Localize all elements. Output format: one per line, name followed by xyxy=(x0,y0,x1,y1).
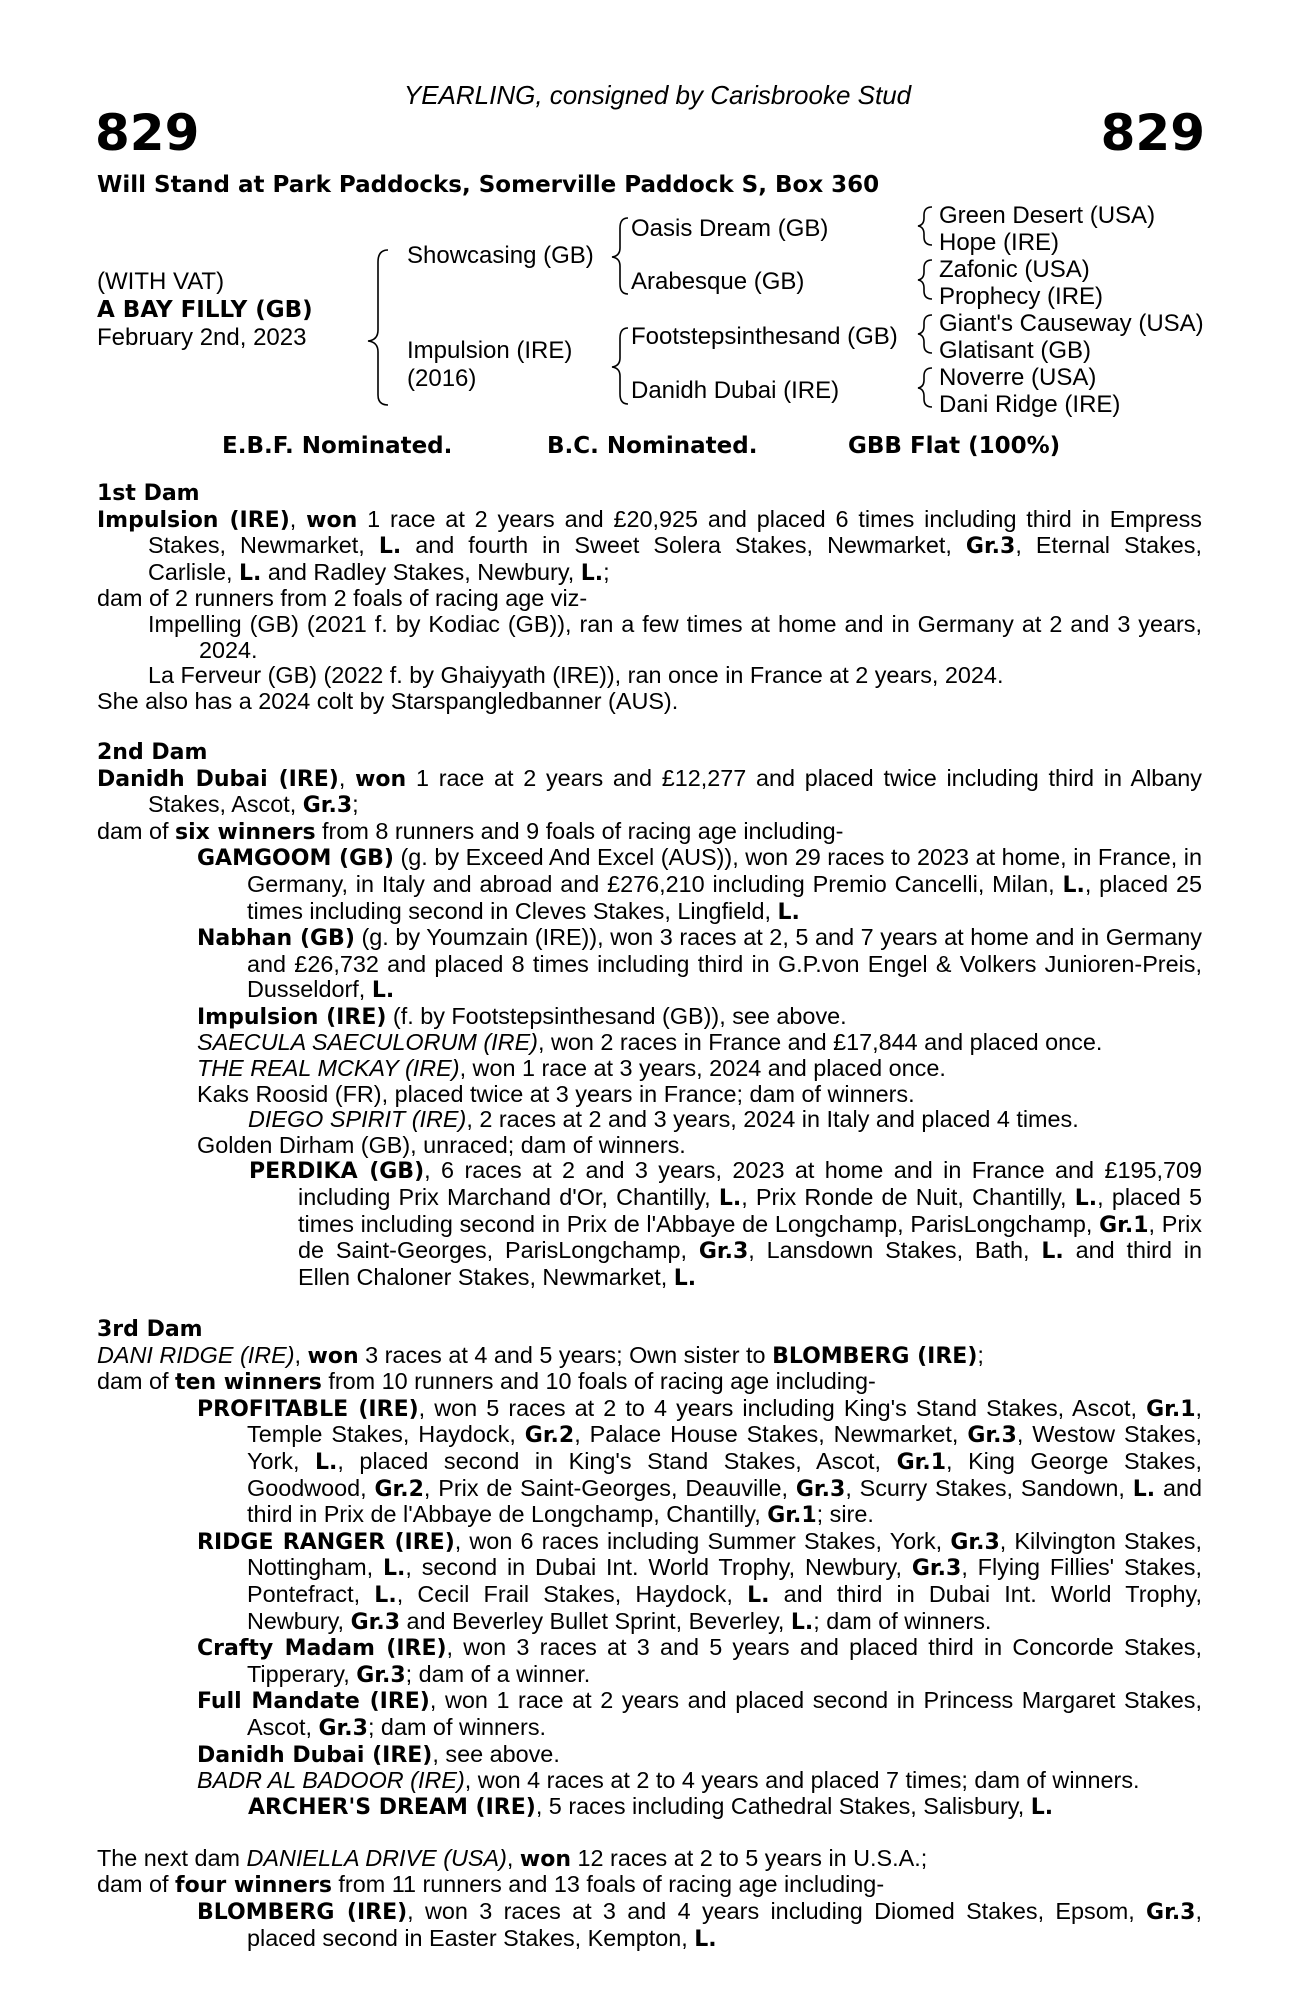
bold-text-run: L. xyxy=(374,1582,397,1608)
text-run: , won 3 races at 3 and 5 years and placed third in Concorde Stakes, Tipperary, xyxy=(247,1634,1203,1687)
bold-text-run: ARCHER'S DREAM (IRE) xyxy=(248,1794,536,1820)
text-run: , King George Stakes, Goodwood, xyxy=(247,1447,1202,1501)
bold-text-run: Crafty Madam (IRE) xyxy=(197,1636,447,1662)
third-dam-heading: 3rd Dam xyxy=(97,1317,203,1342)
bold-text-run: PROFITABLE (IRE) xyxy=(197,1396,419,1422)
sire-name: Showcasing (GB) xyxy=(407,242,594,269)
dam-name: Impulsion (IRE) xyxy=(407,337,573,364)
fourth-dam-record xyxy=(97,1846,1202,1873)
bold-text-run: L. xyxy=(1041,1239,1064,1265)
text-run: dam of xyxy=(97,1871,176,1898)
produce-entry xyxy=(97,612,1202,663)
text-run: ; dam of a winner. xyxy=(405,1660,591,1687)
text-run: , Eternal Stakes, Carlisle, xyxy=(148,532,1202,585)
text-run: ; xyxy=(603,558,610,585)
text-run: Impelling (GB) (2021 f. by Kodiac (GB)), ran a few times at home and in Germany at 2 and 3 years, 2024. xyxy=(148,610,1202,663)
bold-text-run: Gr.3 xyxy=(302,793,353,819)
bold-text-run: Gr.1 xyxy=(1146,1396,1196,1422)
text-run: ; dam of winners. xyxy=(813,1607,992,1634)
bold-text-run: Gr.2 xyxy=(524,1423,575,1449)
text-run: , placed second in Easter Stakes, Kempton, xyxy=(247,1898,1202,1951)
text-run: , placed 25 times including second in Cleves Stakes, Lingfield, xyxy=(247,870,1202,924)
italic-text-run: DANI RIDGE (IRE) xyxy=(97,1341,295,1368)
produce-entry xyxy=(97,1133,1202,1159)
text-run: and third in Prix de l'Abbaye de Longchamp, Chantilly, xyxy=(247,1474,1202,1528)
sire-dam-dam: Prophecy (IRE) xyxy=(939,283,1104,310)
bold-text-run: Gr.1 xyxy=(1099,1212,1149,1238)
text-run: , Palace House Stakes, Newmarket, xyxy=(574,1421,968,1448)
catalogue-body xyxy=(97,481,1202,1952)
italic-text-run: THE REAL MCKAY (IRE) xyxy=(197,1055,460,1082)
main-brace xyxy=(368,250,388,405)
produce-entry xyxy=(97,1056,1202,1082)
bold-text-run: L. xyxy=(315,1449,338,1475)
text-run: ; xyxy=(352,791,359,818)
third-dam-record xyxy=(97,1343,1202,1370)
text-run: from 10 runners and 10 foals of racing age including- xyxy=(321,1368,876,1395)
bold-text-run: won xyxy=(307,1343,359,1369)
sd-brace xyxy=(918,260,932,299)
bold-text-run: Nabhan (GB) xyxy=(197,926,355,952)
ds-brace xyxy=(918,315,932,353)
dam-dam: Danidh Dubai (IRE) xyxy=(631,377,840,404)
bold-text-run: won xyxy=(355,766,407,792)
bold-text-run: L. xyxy=(580,560,604,586)
stand-location: Will Stand at Park Paddocks, Somerville Paddock S, Box 360 xyxy=(97,172,880,198)
second-dam-record xyxy=(97,766,1202,819)
text-run: , xyxy=(506,1844,520,1871)
bold-text-run: Impulsion (IRE) xyxy=(97,507,290,533)
text-run: , Scurry Stakes, Sandown, xyxy=(845,1474,1133,1501)
produce-entry xyxy=(97,1030,1202,1056)
bold-text-run: L. xyxy=(378,534,402,560)
dam-sire-dam: Glatisant (GB) xyxy=(939,337,1092,364)
bold-text-run: Gr.3 xyxy=(965,534,1016,560)
text-run: dam of 2 runners from 2 foals of racing age viz- xyxy=(97,585,588,612)
bold-text-run: BLOMBERG (IRE) xyxy=(772,1343,978,1369)
fourth-dam-produce-summary xyxy=(97,1872,1202,1899)
bold-text-run: won xyxy=(519,1846,572,1872)
sale-category-title: YEARLING, consigned by Carisbrooke Stud xyxy=(403,80,912,110)
gbb-eligibility: GBB Flat (100%) xyxy=(848,433,1061,459)
bold-text-run: L. xyxy=(1132,1476,1156,1502)
sire-sire: Oasis Dream (GB) xyxy=(631,215,829,242)
italic-text-run: SAECULA SAECULORUM (IRE) xyxy=(197,1029,538,1056)
bold-text-run: L. xyxy=(777,899,800,925)
produce-entry xyxy=(97,1529,1202,1635)
bold-text-run: Gr.2 xyxy=(374,1476,424,1502)
text-run: , second in Dubai Int. World Trophy, Newbury, xyxy=(405,1554,912,1581)
bold-text-run: L. xyxy=(747,1582,770,1608)
text-run: , won 2 races in France and £17,844 and placed once. xyxy=(537,1029,1103,1056)
text-run: and Beverley Bullet Sprint, Beverley, xyxy=(400,1607,791,1634)
text-run: and third in Dubai Int. World Trophy, Newbury, xyxy=(247,1580,1202,1634)
grand-produce-entry xyxy=(97,1794,1202,1821)
bold-text-run: L. xyxy=(694,1926,717,1952)
text-run: , Cecil Frail Stakes, Haydock, xyxy=(396,1580,748,1607)
bold-text-run: BLOMBERG (IRE) xyxy=(197,1900,408,1926)
bold-text-run: Gr.3 xyxy=(950,1529,1000,1555)
bold-text-run: Danidh Dubai (IRE) xyxy=(197,1742,433,1768)
dam-dam-sire: Noverre (USA) xyxy=(939,364,1097,391)
produce-entry xyxy=(97,845,1202,925)
bold-text-run: L. xyxy=(790,1609,814,1635)
produce-entry xyxy=(97,1635,1202,1688)
text-run: , won 1 race at 2 years and placed second in Princess Margaret Stakes, Ascot, xyxy=(247,1687,1202,1740)
bold-text-run: Gr.3 xyxy=(350,1609,400,1635)
text-run: , Westow Stakes, York, xyxy=(247,1421,1202,1474)
bold-text-run: Impulsion (IRE) xyxy=(197,1004,387,1030)
text-run: , Temple Stakes, Haydock, xyxy=(247,1394,1202,1448)
produce-entry xyxy=(97,1082,1202,1108)
bold-text-run: Gr.3 xyxy=(911,1556,962,1582)
text-run: , won 4 races at 2 to 4 years and placed 7 times; dam of winners. xyxy=(464,1767,1140,1794)
bold-text-run: Gr.1 xyxy=(767,1503,817,1529)
text-run: dam of xyxy=(97,817,176,844)
text-run: , Lansdown Stakes, Bath, xyxy=(748,1237,1042,1264)
sire-dam: Arabesque (GB) xyxy=(631,268,805,295)
bold-text-run: RIDGE RANGER (IRE) xyxy=(197,1529,455,1555)
text-run: and fourth in Sweet Solera Stakes, Newmarket, xyxy=(401,532,966,559)
bold-text-run: L. xyxy=(238,560,262,586)
dam-year: (2016) xyxy=(407,365,477,392)
bold-text-run: Danidh Dubai (IRE) xyxy=(97,766,339,792)
sire-dam-sire: Zafonic (USA) xyxy=(939,256,1090,283)
text-run: , xyxy=(338,764,356,791)
text-run: and Radley Stakes, Newbury, xyxy=(261,558,581,585)
text-run: Kaks Roosid (FR), placed twice at 3 years in France; dam of winners. xyxy=(197,1080,915,1107)
first-dam-heading: 1st Dam xyxy=(97,481,200,506)
dam-dam-dam: Dani Ridge (IRE) xyxy=(939,391,1121,418)
text-run: from 8 runners and 9 foals of racing age including- xyxy=(315,817,844,844)
text-run: dam of xyxy=(97,1368,176,1395)
bold-text-run: GAMGOOM (GB) xyxy=(197,846,394,872)
text-run: ; sire. xyxy=(816,1501,874,1528)
bold-text-run: Gr.1 xyxy=(896,1449,947,1475)
text-run: La Ferveur (GB) (2022 f. by Ghaiyyath (IRE)), ran once in France at 2 years, 2024. xyxy=(148,662,1004,689)
produce-entry xyxy=(97,1688,1202,1741)
dam-sire: Footstepsinthesand (GB) xyxy=(631,323,898,350)
text-run: , placed second in King's Stand Stakes, Ascot, xyxy=(337,1447,897,1474)
produce-entry xyxy=(97,1899,1202,1952)
text-run: (g. by Exceed And Excel (AUS)), won 29 races to 2023 at home, in France, in Germany, in Italy and abroad and £276,210 including Premio Cancelli, Milan, xyxy=(247,844,1202,897)
text-run: , xyxy=(289,505,307,532)
vat-note: (WITH VAT) xyxy=(97,268,225,295)
dam-brace xyxy=(612,328,628,404)
text-run: , see above. xyxy=(432,1740,560,1767)
text-run: 1 race at 2 years and £20,925 and placed 6 times including third in Empress Stakes, Newmarket, xyxy=(148,505,1203,559)
text-run: from 11 runners and 13 foals of racing age including- xyxy=(331,1871,885,1898)
ss-brace xyxy=(918,207,932,245)
ebf-nomination: E.B.F. Nominated. xyxy=(222,433,453,459)
text-run: The next dam xyxy=(97,1844,247,1871)
first-dam-record xyxy=(97,507,1202,587)
text-run: 3 races at 4 and 5 years; Own sister to xyxy=(358,1341,773,1368)
bold-text-run: L. xyxy=(718,1186,742,1212)
text-run: 12 races at 2 to 5 years in U.S.A.; xyxy=(571,1844,928,1871)
text-run: 1 race at 2 years and £12,277 and placed twice including third in Albany Stakes, Ascot, xyxy=(148,764,1202,818)
second-dam-heading: 2nd Dam xyxy=(97,739,208,765)
text-run: , Flying Fillies' Stakes, Pontefract, xyxy=(247,1554,1202,1607)
text-run: and third in Ellen Chaloner Stakes, Newmarket, xyxy=(298,1237,1202,1290)
produce-entry xyxy=(97,663,1202,689)
text-run: ; dam of winners. xyxy=(367,1713,547,1740)
text-run: , won 3 races at 3 and 4 years including Diomed Stakes, Epsom, xyxy=(407,1898,1147,1925)
italic-text-run: BADR AL BADOOR (IRE) xyxy=(197,1767,465,1794)
text-run: , placed 5 times including second in Prix de l'Abbaye de Longchamp, ParisLongchamp, xyxy=(298,1184,1202,1237)
text-run: , 2 races at 2 and 3 years, 2024 in Italy and placed 4 times. xyxy=(466,1106,1079,1133)
text-run: , Prix de Saint-Georges, ParisLongchamp, xyxy=(298,1210,1202,1264)
bold-text-run: Gr.3 xyxy=(318,1715,368,1741)
text-run: , xyxy=(294,1341,308,1368)
bold-text-run: PERDIKA (GB) xyxy=(249,1159,425,1185)
lot-horse-name: A BAY FILLY (GB) xyxy=(97,297,313,323)
foaling-date: February 2nd, 2023 xyxy=(97,324,307,351)
bold-text-run: L. xyxy=(1074,1186,1098,1212)
lot-number-left: 829 xyxy=(95,104,200,162)
italic-text-run: DIEGO SPIRIT (IRE) xyxy=(248,1106,467,1133)
bold-text-run: Gr.3 xyxy=(795,1476,846,1502)
text-run: , won 6 races including Summer Stakes, York, xyxy=(454,1527,951,1554)
bold-text-run: L. xyxy=(382,1556,406,1582)
bold-text-run: won xyxy=(306,507,358,533)
text-run: She also has a 2024 colt by Starspangledbanner (AUS). xyxy=(97,687,679,714)
sire-sire-dam: Hope (IRE) xyxy=(939,229,1060,256)
text-run: , Prix Ronde de Nuit, Chantilly, xyxy=(741,1184,1075,1211)
bold-text-run: six winners xyxy=(175,819,316,845)
text-run: ; xyxy=(977,1341,984,1368)
bold-text-run: L. xyxy=(1062,872,1085,898)
text-run: , 5 races including Cathedral Stakes, Salisbury, xyxy=(535,1792,1031,1819)
produce-entry xyxy=(97,1396,1202,1529)
produce-note xyxy=(97,689,1202,715)
lot-number-right: 829 xyxy=(1100,104,1205,162)
italic-text-run: DANIELLA DRIVE (USA) xyxy=(246,1844,507,1871)
text-run: , Kilvington Stakes, Nottingham, xyxy=(247,1527,1202,1581)
bold-text-run: Gr.3 xyxy=(356,1662,406,1688)
dd-brace xyxy=(918,368,932,407)
bold-text-run: Gr.3 xyxy=(1146,1900,1196,1926)
bold-text-run: Gr.3 xyxy=(698,1239,749,1265)
bold-text-run: L. xyxy=(673,1265,697,1291)
produce-entry xyxy=(97,1004,1202,1031)
text-run: (f. by Footstepsinthesand (GB)), see above. xyxy=(386,1002,847,1029)
bc-nomination: B.C. Nominated. xyxy=(547,433,758,459)
bold-text-run: four winners xyxy=(175,1873,332,1899)
grand-produce-entry xyxy=(97,1107,1202,1133)
first-dam-produce-summary xyxy=(97,586,1202,612)
text-run: , won 5 races at 2 to 4 years including King's Stand Stakes, Ascot, xyxy=(418,1394,1147,1421)
sire-brace xyxy=(612,218,628,294)
bold-text-run: Full Mandate (IRE) xyxy=(197,1689,430,1715)
text-run: (g. by Youmzain (IRE)), won 3 races at 2, 5 and 7 years at home and in Germany and £26,732 and placed 8 times including third in G.P.von Engel & Volkers Junioren-Preis, Dusseldorf, xyxy=(247,924,1202,1003)
bold-text-run: L. xyxy=(1030,1794,1054,1820)
text-run: Golden Dirham (GB), unraced; dam of winners. xyxy=(197,1131,686,1158)
third-dam-produce-summary xyxy=(97,1369,1202,1396)
text-run: , Prix de Saint-Georges, Deauville, xyxy=(423,1474,796,1501)
text-run: , 6 races at 2 and 3 years, 2023 at home and in France and £195,709 including Prix Marchand d'Or, Chantilly, xyxy=(298,1157,1202,1211)
bold-text-run: Gr.3 xyxy=(967,1423,1017,1449)
bold-text-run: L. xyxy=(371,978,395,1004)
produce-entry xyxy=(97,1768,1202,1794)
bold-text-run: ten winners xyxy=(175,1370,322,1396)
sire-sire-sire: Green Desert (USA) xyxy=(939,202,1156,229)
grand-produce-entry xyxy=(97,1158,1202,1291)
produce-entry xyxy=(97,925,1202,1004)
dam-sire-sire: Giant's Causeway (USA) xyxy=(939,310,1204,337)
produce-entry xyxy=(97,1742,1202,1769)
text-run: , won 1 race at 3 years, 2024 and placed once. xyxy=(459,1055,946,1082)
second-dam-produce-summary xyxy=(97,819,1202,846)
